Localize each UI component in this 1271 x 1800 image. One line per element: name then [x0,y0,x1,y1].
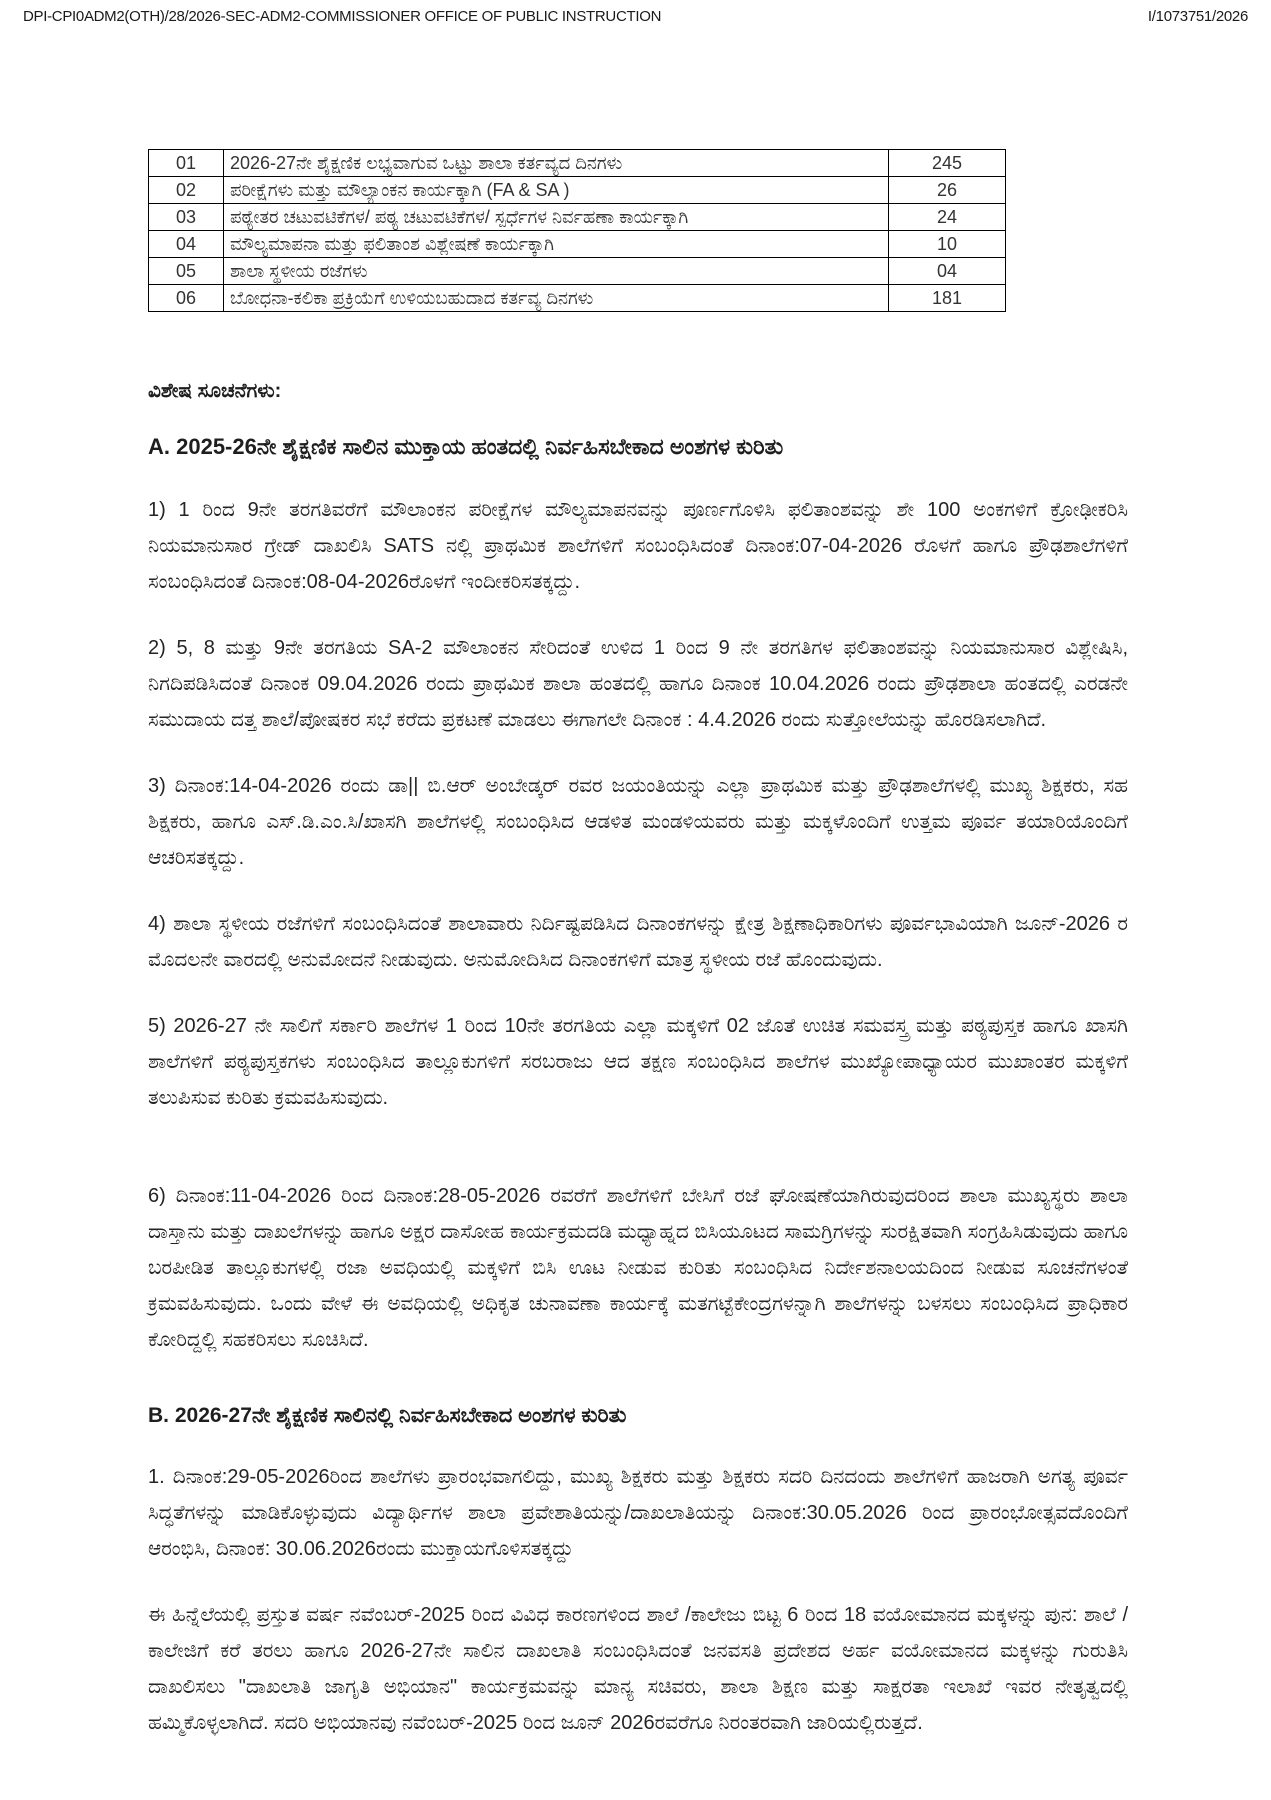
row-description: ಶಾಲಾ ಸ್ಥಳೀಯ ರಜೆಗಳು [224,258,889,285]
row-number: 03 [149,204,224,231]
duty-days-table [148,149,1006,312]
row-description: ಬೋಧನಾ-ಕಲಿಕಾ ಪ್ರಕ್ರಿಯೆಗೆ ಉಳಿಯಬಹುದಾದ ಕರ್ತವ್ಯ ದಿನಗಳು [224,285,889,312]
table-row [149,150,1006,177]
row-days-value: 26 [889,177,1006,204]
row-number: 02 [149,177,224,204]
document-header [0,0,1271,25]
table-row [149,231,1006,258]
section-a-paragraph-6: 6) ದಿನಾಂಕ:11-04-2026 ರಿಂದ ದಿನಾಂಕ:28-05-2026 ರವರೆಗೆ ಶಾಲೆಗಳಿಗೆ ಬೇಸಿಗೆ ರಜೆ ಘೋಷಣೆಯಾಗಿರುವುದರಿಂದ ಶಾಲಾ ಮುಖ್ಯಸ್ಥರು ಶಾಲಾ ದಾಸ್ತಾನು ಮತ್ತು ದಾಖಲೆಗಳನ್ನು ಹಾಗೂ ಅಕ್ಷರ ದಾಸೋಹ ಕಾರ್ಯಕ್ರಮದಡಿ ಮಧ್ಯಾಹ್ನದ ಬಿಸಿಯೂಟದ ಸಾಮಗ್ರಿಗಳನ್ನು ಸುರಕ್ಷಿತವಾಗಿ ಸಂಗ್ರಹಿಸಿಡುವುದು ಹಾಗೂ ಬರಪೀಡಿತ ತಾಲ್ಲೂಕುಗಳಲ್ಲಿ ರಜಾ ಅವಧಿಯಲ್ಲಿ ಮಕ್ಕಳಿಗೆ ಬಿಸಿ ಊಟ ನೀಡುವ ಕುರಿತು ಸಂಬಂಧಿಸಿದ ನಿರ್ದೇಶನಾಲಯದಿಂದ ನೀಡುವ ಸೂಚನೆಗಳಂತೆ ಕ್ರಮವಹಿಸುವುದು. ಒಂದು ವೇಳೆ ಈ ಅವಧಿಯಲ್ಲಿ ಅಧಿಕೃತ ಚುನಾವಣಾ ಕಾರ್ಯಕ್ಕೆ ಮತಗಟ್ಟೆಕೇಂದ್ರಗಳನ್ನಾಗಿ ಶಾಲೆಗಳನ್ನು ಬಳಸಲು ಸಂಬಂಧಿಸಿದ ಪ್ರಾಧಿಕಾರ ಕೋರಿದ್ದಲ್ಲಿ ಸಹಕರಿಸಲು ಸೂಚಿಸಿದೆ. [148,1184,1128,1351]
row-days-value: 04 [889,258,1006,285]
row-description: 2026-27ನೇ ಶೈಕ್ಷಣಿಕ ಲಭ್ಯವಾಗುವ ಒಟ್ಟು ಶಾಲಾ ಕರ್ತವ್ಯದ ದಿನಗಳು [224,150,889,177]
row-number: 01 [149,150,224,177]
section-a-paragraph-5: 5) 2026-27 ನೇ ಸಾಲಿಗೆ ಸರ್ಕಾರಿ ಶಾಲೆಗಳ 1 ರಿಂದ 10ನೇ ತರಗತಿಯ ಎಲ್ಲಾ ಮಕ್ಕಳಿಗೆ 02 ಜೊತೆ ಉಚಿತ ಸಮವಸ್ತ್ರ ಮತ್ತು ಪಠ್ಯಪುಸ್ತಕ ಹಾಗೂ ಖಾಸಗಿ ಶಾಲೆಗಳಿಗೆ ಪಠ್ಯಪುಸ್ತಕಗಳು ಸಂಬಂಧಿಸಿದ ತಾಲ್ಲೂಕುಗಳಿಗೆ ಸರಬರಾಜು ಆದ ತಕ್ಷಣ ಸಂಬಂಧಿಸಿದ ಶಾಲೆಗಳ ಮುಖ್ಯೋಪಾಧ್ಯಾಯರ ಮುಖಾಂತರ ಮಕ್ಕಳಿಗೆ ತಲುಪಿಸುವ ಕುರಿತು ಕ್ರಮವಹಿಸುವುದು. [148,1014,1128,1109]
row-description: ಪರೀಕ್ಷೆಗಳು ಮತ್ತು ಮೌಲ್ಯಾಂಕನ ಕಾರ್ಯಕ್ಕಾಗಿ (FA & SA ) [224,177,889,204]
section-b-paragraph-2: ಈ ಹಿನ್ನೆಲೆಯಲ್ಲಿ ಪ್ರಸ್ತುತ ವರ್ಷ ನವೆಂಬರ್-2025 ರಿಂದ ವಿವಿಧ ಕಾರಣಗಳಿಂದ ಶಾಲೆ /ಕಾಲೇಜು ಬಿಟ್ಟ 6 ರಿಂದ 18 ವಯೋಮಾನದ ಮಕ್ಕಳನ್ನು ಪುನ: ಶಾಲೆ /ಕಾಲೇಜಿಗೆ ಕರೆ ತರಲು ಹಾಗೂ 2026-27ನೇ ಸಾಲಿನ ದಾಖಲಾತಿ ಸಂಬಂಧಿಸಿದಂತೆ ಜನವಸತಿ ಪ್ರದೇಶದ ಅರ್ಹ ವಯೋಮಾನದ ಮಕ್ಕಳನ್ನು ಗುರುತಿಸಿ ದಾಖಲಿಸಲು "ದಾಖಲಾತಿ ಜಾಗೃತಿ ಅಭಿಯಾನ" ಕಾರ್ಯಕ್ರಮವನ್ನು ಮಾನ್ಯ ಸಚಿವರು, ಶಾಲಾ ಶಿಕ್ಷಣ ಮತ್ತು ಸಾಕ್ಷರತಾ ಇಲಾಖೆ ಇವರ ನೇತೃತ್ವದಲ್ಲಿ ಹಮ್ಮಿಕೊಳ್ಳಲಾಗಿದೆ. ಸದರಿ ಅಭಿಯಾನವು ನವೆಂಬರ್-2025 ರಿಂದ ಜೂನ್ 2026ರವರೆಗೂ ನಿರಂತರವಾಗಿ ಜಾರಿಯಲ್ಲಿರುತ್ತದೆ. [148,1603,1128,1734]
section-b-heading: B. 2026-27ನೇ ಶೈಕ್ಷಣಿಕ ಸಾಲಿನಲ್ಲಿ ನಿರ್ವಹಿಸಬೇಕಾದ ಅಂಶಗಳ ಕುರಿತು [148,1403,627,1427]
row-number: 06 [149,285,224,312]
row-number: 04 [149,231,224,258]
file-reference-number: DPI-CPI0ADM2(OTH)/28/2026-SEC-ADM2-COMMISSIONER OFFICE OF PUBLIC INSTRUCTION [23,8,662,25]
row-description: ಮೌಲ್ಯಮಾಪನಾ ಮತ್ತು ಫಲಿತಾಂಶ ವಿಶ್ಲೇಷಣೆ ಕಾರ್ಯಕ್ಕಾಗಿ [224,231,889,258]
section-a-paragraph-4: 4) ಶಾಲಾ ಸ್ಥಳೀಯ ರಜೆಗಳಿಗೆ ಸಂಬಂಧಿಸಿದಂತೆ ಶಾಲಾವಾರು ನಿರ್ದಿಷ್ಟಪಡಿಸಿದ ದಿನಾಂಕಗಳನ್ನು ಕ್ಷೇತ್ರ ಶಿಕ್ಷಣಾಧಿಕಾರಿಗಳು ಪೂರ್ವಭಾವಿಯಾಗಿ ಜೂನ್-2026 ರ ಮೊದಲನೇ ವಾರದಲ್ಲಿ ಅನುಮೋದನೆ ನೀಡುವುದು. ಅನುಮೋದಿಸಿದ ದಿನಾಂಕಗಳಿಗೆ ಮಾತ್ರ ಸ್ಥಳೀಯ ರಜೆ ಹೊಂದುವುದು. [148,912,1128,971]
table-row [149,285,1006,312]
row-days-value: 245 [889,150,1006,177]
section-a-paragraph-2: 2) 5, 8 ಮತ್ತು 9ನೇ ತರಗತಿಯ SA-2 ಮೌಲಾಂಕನ ಸೇರಿದಂತೆ ಉಳಿದ 1 ರಿಂದ 9 ನೇ ತರಗತಿಗಳ ಫಲಿತಾಂಶವನ್ನು ನಿಯಮಾನುಸಾರ ವಿಶ್ಲೇಷಿಸಿ, ನಿಗದಿಪಡಿಸಿದಂತೆ ದಿನಾಂಕ 09.04.2026 ರಂದು ಪ್ರಾಥಮಿಕ ಶಾಲಾ ಹಂತದಲ್ಲಿ ಹಾಗೂ ದಿನಾಂಕ 10.04.2026 ರಂದು ಪ್ರೌಢಶಾಲಾ ಹಂತದಲ್ಲಿ ಎರಡನೇ ಸಮುದಾಯ ದತ್ತ ಶಾಲೆ/ಪೋಷಕರ ಸಭೆ ಕರೆದು ಪ್ರಕಟಣೆ ಮಾಡಲು ಈಗಾಗಲೇ ದಿನಾಂಕ : 4.4.2026 ರಂದು ಸುತ್ತೋಲೆಯನ್ನು ಹೊರಡಿಸಲಾಗಿದೆ. [148,636,1128,731]
document-body [148,149,1128,1741]
table-row [149,258,1006,285]
section-a-heading: A. 2025-26ನೇ ಶೈಕ್ಷಣಿಕ ಸಾಲಿನ ಮುಕ್ತಾಯ ಹಂತದಲ್ಲಿ ನಿರ್ವಹಿಸಬೇಕಾದ ಅಂಶಗಳ ಕುರಿತು [148,434,784,459]
section-a-paragraph-1: 1) 1 ರಿಂದ 9ನೇ ತರಗತಿವರೆಗೆ ಮೌಲಾಂಕನ ಪರೀಕ್ಷೆಗಳ ಮೌಲ್ಯಮಾಪನವನ್ನು ಪೂರ್ಣಗೊಳಿಸಿ ಫಲಿತಾಂಶವನ್ನು ಶೇ 100 ಅಂಕಗಳಿಗೆ ಕ್ರೋಢೀಕರಿಸಿ ನಿಯಮಾನುಸಾರ ಗ್ರೇಡ್ ದಾಖಲಿಸಿ SATS ನಲ್ಲಿ ಪ್ರಾಥಮಿಕ ಶಾಲೆಗಳಿಗೆ ಸಂಬಂಧಿಸಿದಂತೆ ದಿನಾಂಕ:07-04-2026 ರೊಳಗೆ ಹಾಗೂ ಪ್ರೌಢಶಾಲೆಗಳಿಗೆ ಸಂಬಂಧಿಸಿದಂತೆ ದಿನಾಂಕ:08-04-2026ರೊಳಗೆ ಇಂದೀಕರಿಸತಕ್ಕದ್ದು. [148,498,1128,593]
row-description: ಪಠ್ಯೇತರ ಚಟುವಟಿಕೆಗಳ/ ಪಠ್ಯ ಚಟುವಟಿಕೆಗಳ/ ಸ್ಪರ್ಧೆಗಳ ನಿರ್ವಹಣಾ ಕಾರ್ಯಕ್ಕಾಗಿ [224,204,889,231]
section-a-paragraph-3: 3) ದಿನಾಂಕ:14-04-2026 ರಂದು ಡಾ|| ಬಿ.ಆರ್ ಅಂಬೇಡ್ಕರ್ ರವರ ಜಯಂತಿಯನ್ನು ಎಲ್ಲಾ ಪ್ರಾಥಮಿಕ ಮತ್ತು ಪ್ರೌಢಶಾಲೆಗಳಲ್ಲಿ ಮುಖ್ಯ ಶಿಕ್ಷಕರು, ಸಹ ಶಿಕ್ಷಕರು, ಹಾಗೂ ಎಸ್.ಡಿ.ಎಂ.ಸಿ/ಖಾಸಗಿ ಶಾಲೆಗಳಲ್ಲಿ ಸಂಬಂಧಿಸಿದ ಆಡಳಿತ ಮಂಡಳಿಯವರು ಮತ್ತು ಮಕ್ಕಳೊಂದಿಗೆ ಉತ್ತಮ ಪೂರ್ವ ತಯಾರಿಯೊಂದಿಗೆ ಆಚರಿಸತಕ್ಕದ್ದು. [148,774,1128,869]
row-days-value: 10 [889,231,1006,258]
row-number: 05 [149,258,224,285]
section-b-paragraph-1: 1. ದಿನಾಂಕ:29-05-2026ರಿಂದ ಶಾಲೆಗಳು ಪ್ರಾರಂಭವಾಗಲಿದ್ದು, ಮುಖ್ಯ ಶಿಕ್ಷಕರು ಮತ್ತು ಶಿಕ್ಷಕರು ಸದರಿ ದಿನದಂದು ಶಾಲೆಗಳಿಗೆ ಹಾಜರಾಗಿ ಅಗತ್ಯ ಪೂರ್ವ ಸಿದ್ಧತೆಗಳನ್ನು ಮಾಡಿಕೊಳ್ಳುವುದು ವಿದ್ಯಾರ್ಥಿಗಳ ಶಾಲಾ ಪ್ರವೇಶಾತಿಯನ್ನು/ದಾಖಲಾತಿಯನ್ನು ದಿನಾಂಕ:30.05.2026 ರಿಂದ ಪ್ರಾರಂಭೋತ್ಸವದೊಂದಿಗೆ ಆರಂಭಿಸಿ, ದಿನಾಂಕ: 30.06.2026ರಂದು ಮುಕ್ತಾಯಗೊಳಿಸತಕ್ಕದ್ದು [148,1465,1128,1560]
special-instructions-label: ವಿಶೇಷ ಸೂಚನೆಗಳು: [148,380,282,402]
row-days-value: 24 [889,204,1006,231]
table-row [149,177,1006,204]
row-days-value: 181 [889,285,1006,312]
document-id: I/1073751/2026 [1147,8,1248,25]
table-row [149,204,1006,231]
